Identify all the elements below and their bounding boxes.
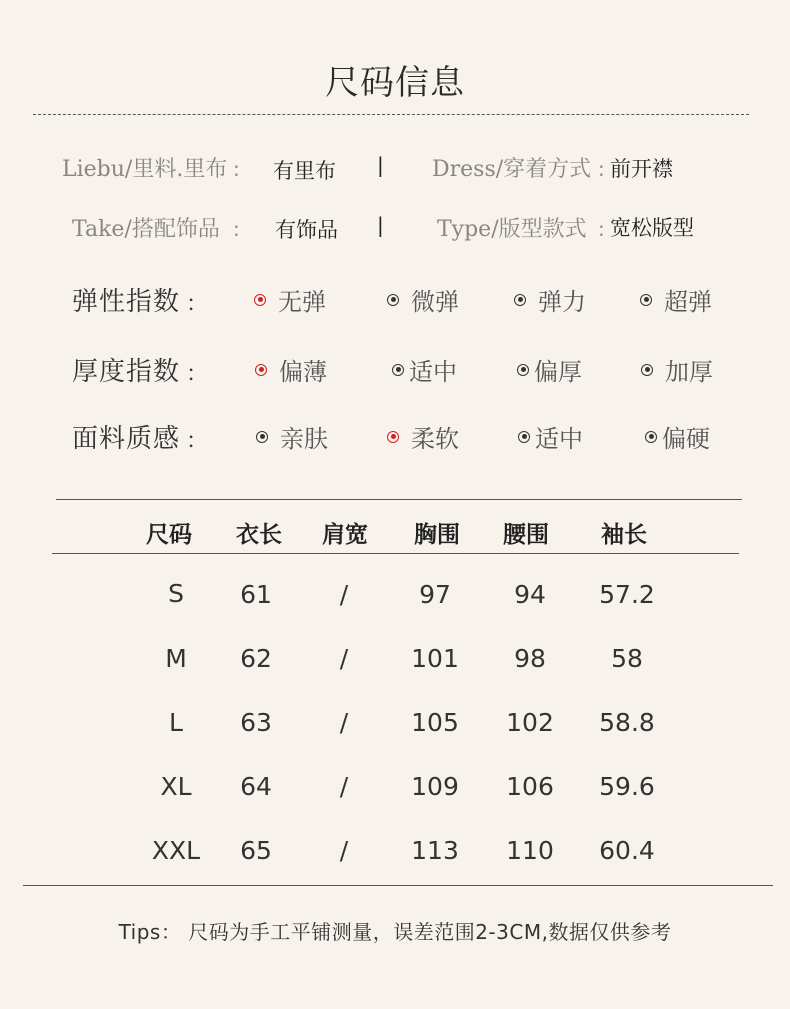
- cell-size: XXL: [151, 836, 201, 865]
- cell-waist: 102: [506, 708, 554, 737]
- grade-label-thickness: 厚度指数: [72, 357, 181, 387]
- cell-sleeve: 58.8: [599, 708, 655, 737]
- option-skin-friendly: 亲肤: [256, 419, 328, 454]
- grade-label-elasticity: 弹性指数: [72, 287, 181, 317]
- attr-label-dress: Dress/穿着方式: [432, 157, 592, 182]
- attr-separator: |: [377, 153, 384, 177]
- header-shoulder: 肩宽: [322, 521, 368, 548]
- attr-label-lining: Liebu/里料.里布: [62, 157, 228, 182]
- cell-sleeve: 60.4: [599, 836, 655, 865]
- cell-size: M: [165, 644, 187, 673]
- option-thin: 偏薄: [255, 352, 327, 387]
- option-stretch: 弹力: [514, 282, 586, 317]
- header-size: 尺码: [146, 521, 192, 548]
- cell-size: XL: [160, 772, 192, 801]
- attr-label-type: Type/版型款式: [437, 217, 587, 242]
- cell-length: 63: [240, 708, 272, 737]
- radio-icon: [517, 364, 529, 376]
- attr-value-accessory: 有饰品: [275, 218, 338, 242]
- cell-chest: 105: [411, 708, 459, 737]
- dashed-divider: [33, 114, 749, 115]
- attr-label-accessory: Take/搭配饰品: [72, 217, 220, 242]
- cell-length: 64: [240, 772, 272, 801]
- measurement-tips: Tips： 尺码为手工平铺测量，误差范围2-3CM,数据仅供参考: [118, 920, 672, 944]
- cell-shoulder: /: [339, 708, 349, 737]
- cell-chest: 97: [419, 580, 451, 609]
- cell-waist: 94: [514, 580, 546, 609]
- attr-separator: |: [377, 213, 384, 237]
- cell-chest: 101: [411, 644, 459, 673]
- cell-shoulder: /: [339, 772, 349, 801]
- attr-value-type: 宽松版型: [610, 216, 694, 240]
- cell-size: S: [168, 579, 184, 608]
- grade-colon: ：: [186, 429, 209, 454]
- option-extra-thick: 加厚: [641, 352, 713, 387]
- cell-shoulder: /: [339, 644, 349, 673]
- radio-icon: [256, 431, 268, 443]
- radio-selected-icon: [254, 294, 266, 306]
- attr-colon: :: [233, 157, 240, 181]
- cell-chest: 113: [411, 836, 459, 865]
- header-length: 衣长: [236, 521, 282, 548]
- option-super-stretch: 超弹: [640, 282, 712, 317]
- cell-length: 65: [240, 836, 272, 865]
- radio-icon: [392, 364, 404, 376]
- radio-icon: [518, 431, 530, 443]
- radio-selected-icon: [255, 364, 267, 376]
- option-stiff: 偏硬: [645, 419, 710, 454]
- attr-value-lining: 有里布: [273, 159, 336, 183]
- grade-label-texture: 面料质感: [72, 424, 181, 454]
- header-sleeve: 袖长: [601, 521, 647, 548]
- option-moderate: 适中: [518, 419, 583, 454]
- grade-colon: ：: [186, 362, 209, 387]
- cell-size: L: [169, 708, 183, 737]
- radio-icon: [641, 364, 653, 376]
- cell-shoulder: /: [339, 836, 349, 865]
- table-bottom-rule: [23, 885, 773, 886]
- radio-icon: [514, 294, 526, 306]
- radio-icon: [387, 294, 399, 306]
- cell-sleeve: 59.6: [599, 772, 655, 801]
- option-medium: 适中: [392, 352, 457, 387]
- option-slight-stretch: 微弹: [387, 282, 459, 317]
- cell-chest: 109: [411, 772, 459, 801]
- attr-colon: :: [598, 217, 605, 241]
- cell-length: 61: [240, 580, 272, 609]
- attr-value-dress: 前开襟: [610, 157, 673, 181]
- attr-colon: :: [598, 157, 605, 181]
- cell-shoulder: /: [339, 580, 349, 609]
- cell-waist: 98: [514, 644, 546, 673]
- radio-icon: [645, 431, 657, 443]
- table-top-rule: [56, 499, 742, 500]
- cell-waist: 106: [506, 772, 554, 801]
- radio-icon: [640, 294, 652, 306]
- option-no-stretch: 无弹: [254, 282, 326, 317]
- option-soft: 柔软: [387, 419, 459, 454]
- cell-sleeve: 58: [611, 644, 643, 673]
- cell-waist: 110: [506, 836, 554, 865]
- header-chest: 胸围: [414, 521, 460, 548]
- header-waist: 腰围: [503, 521, 549, 548]
- table-header-rule: [52, 553, 739, 554]
- page-title: 尺码信息: [325, 63, 465, 103]
- cell-sleeve: 57.2: [599, 580, 655, 609]
- option-thick: 偏厚: [517, 352, 582, 387]
- cell-length: 62: [240, 644, 272, 673]
- attr-colon: :: [233, 217, 240, 241]
- radio-selected-icon: [387, 431, 399, 443]
- grade-colon: ：: [186, 292, 209, 317]
